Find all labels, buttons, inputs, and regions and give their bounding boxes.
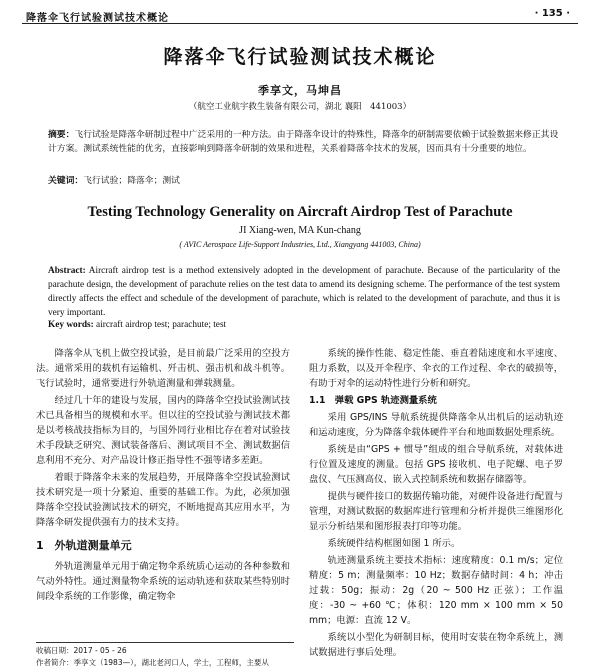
body-paragraph: 经过几十年的建设与发展，国内的降落伞空投试验测试技术已具备相当的规模和水平。但以往的空投试验与测试技术都是以考核战技指标为目的，与国外同行业相比存在着对试验技术手段缺乏研究、测试装备落后、测试项目不全、测试数据信息利用不充分、对产品设计修正指导性不强等诸多差距。	[36, 395, 290, 466]
abstract-en	[48, 264, 560, 320]
keywords-cn	[48, 173, 560, 186]
authors-en: JI Xiang-wen, MA Kun-chang	[239, 225, 361, 236]
body-paragraph: 外轨道测量单元用于确定物伞系统质心运动的各种参数和气动外特性。通过测量物伞系统的运动轨迹和获取某些特别时间段伞系统的工作影像，确定物伞	[36, 561, 290, 602]
body-paragraph: 系统的操作性能、稳定性能、垂直着陆速度和水平速度、阻力系数，以及开伞程序、伞衣的工作过程、伞衣的破损等，有助于对伞的运动特性进行分析和研究。	[309, 348, 563, 389]
body-paragraph: 降落伞从飞机上做空投试验，是目前最广泛采用的空投方法。通常采用的载机有运输机、歼击机、强击机和战斗机等。飞行试验时，通常要进行外轨道测量和弹载测量。	[36, 348, 290, 389]
body-paragraph: 系统是由“GPS + 惯导”组成的组合导航系统，对载体进行位置及速度的测量。包括 GPS 接收机、电子陀螺、电子罗盘仪、气压测高仪、嵌入式控制系统和数据存储器等。	[309, 444, 563, 485]
affiliation-cn: （航空工业航宇救生装备有限公司，湖北 襄阳 441003）	[188, 102, 412, 112]
running-header-title: 降落伞飞行试验测试技术概论	[26, 13, 169, 24]
abstract-en-text: Aircraft airdrop test is a method extensively adopted in the development of parachute. Because of the particularity of the parachute design, the development of parachute relies on the test data to amend its designing scheme. The performance of the test system directly affects the effect and schedule of the development of parachute, which is related to the development of parachute, and thus it is very important.	[48, 266, 560, 318]
keywords-cn-text: 飞行试验；降落伞；测试	[83, 176, 180, 186]
keywords-cn-label: 关键词：	[48, 176, 84, 186]
body-paragraph: 轨迹测量系统主要技术指标：速度精度：0.1 m/s；定位精度：5 m；测量频率：10 Hz；数据存储时间：4 h；冲击过载：50g；振动：2g（20 ~ 500 Hz 正弦）；工作温度：-30 ~ +60 ℃；体积：120 mm × 100 mm × 50 mm；电源：直流 12 V。	[309, 555, 563, 626]
running-header	[22, 6, 578, 24]
abstract-cn-text: 飞行试验是降落伞研制过程中广泛采用的一种方法。由于降落伞设计的特殊性，降落伞的研制需要依赖于试验数据来修正其设计方案。测试系统性能的优劣，直接影响到降落伞研制的效果和进程，关系着降落伞技术的发展，因而具有十分重要的地位。	[48, 130, 559, 154]
page-number: · 135 ·	[534, 8, 570, 19]
affiliation-en: ( AVIC Aerospace Life-Support Industries, Ltd., Xiangyang 441003, China)	[179, 240, 421, 249]
abstract-en-label: Abstract:	[48, 266, 86, 276]
authors-cn: 季享文，马坤昌	[258, 84, 342, 97]
section-heading-1: 1 外轨道测量单元	[36, 539, 132, 552]
body-paragraph: 系统硬件结构框图如图 1 所示。	[327, 538, 461, 549]
body-paragraph: 提供与硬件接口的数据传输功能，对硬件设备进行配置与管理，对测试数据的数据库进行管理和分析并提供三维图形化显示分析结果和图形报表打印等功能。	[309, 491, 563, 532]
body-column-right	[309, 346, 563, 662]
body-paragraph: 着眼于降落伞未来的发展趋势，开展降落伞空投试验测试技术研究是一项十分紧迫、重要的基础工作。为此，必须加强降落伞空投试验测试技术的研究，不断地提高其应用水平，为降落伞研发提供强有力的技术支持。	[36, 472, 290, 528]
abstract-cn	[48, 128, 560, 156]
paper-title-cn: 降落伞飞行试验测试技术概论	[163, 46, 437, 68]
footnote	[36, 642, 294, 669]
footnote-received: 收稿日期：2017 - 05 - 26	[36, 646, 127, 655]
body-paragraph: 采用 GPS/INS 导航系统提供降落伞从出机后的运动轨迹和运动速度，分为降落伞载体硬件平台和地面数据处理系统。	[309, 412, 563, 438]
body-column-left	[36, 346, 290, 606]
keywords-en-label: Key words:	[48, 320, 94, 330]
keywords-en	[48, 320, 560, 330]
footnote-author-intro: 作者简介：季享文（1983—），湖北老河口人，学士，工程师，主要从	[36, 658, 269, 667]
keywords-en-text: aircraft airdrop test; parachute; test	[96, 320, 227, 330]
paper-title-en: Testing Technology Generality on Aircraft Airdrop Test of Parachute	[87, 204, 513, 220]
section-heading-1-1: 1.1 弹载 GPS 轨迹测量系统	[309, 395, 437, 406]
body-paragraph: 系统以小型化为研制目标，使用时安装在物伞系统上，测试数据进行事后处理。	[309, 632, 563, 658]
abstract-cn-label: 摘要：	[48, 130, 75, 140]
